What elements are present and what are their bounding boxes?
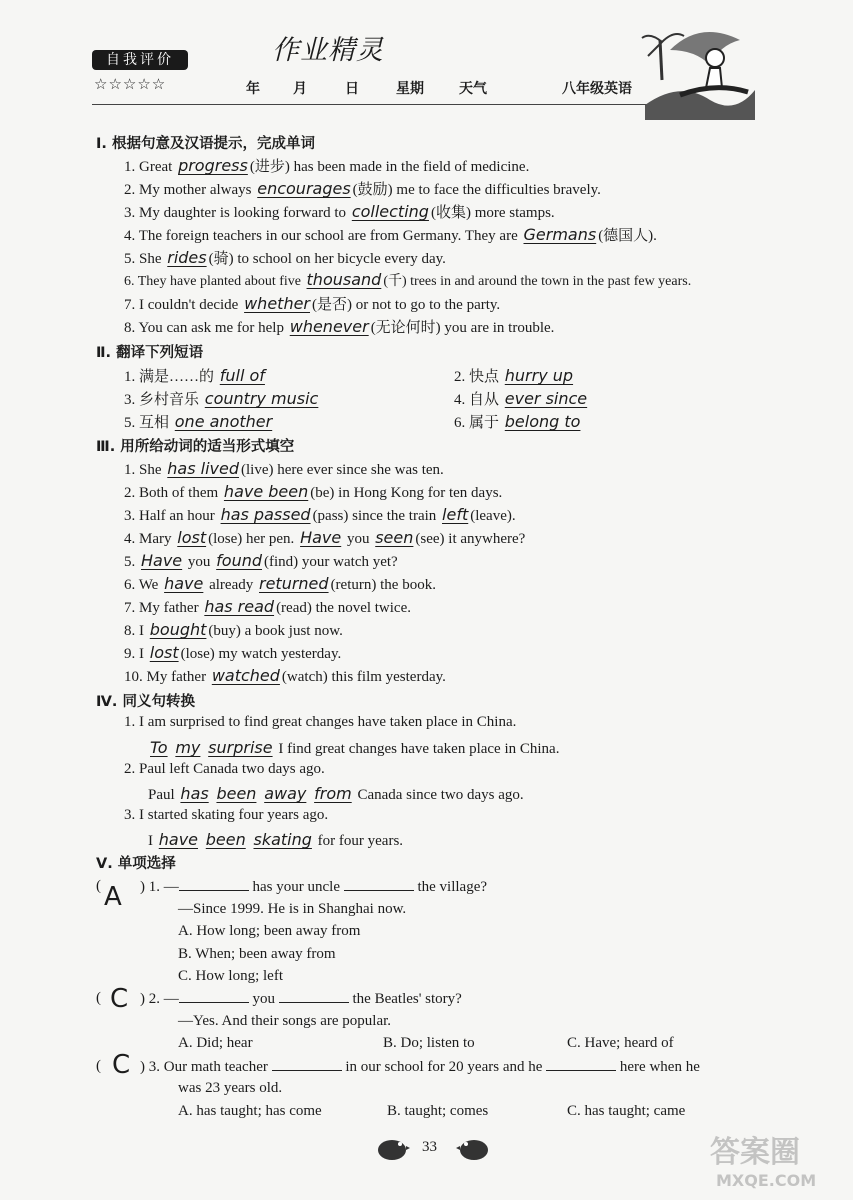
handwritten-answer: Germans xyxy=(523,225,597,244)
header-rule xyxy=(92,104,674,105)
mc-option-b: B. taught; comes xyxy=(387,1103,489,1119)
bird-left-icon xyxy=(372,1134,410,1162)
mc-option-c: C. How long; left xyxy=(178,968,283,984)
mc-paren-open: ( xyxy=(96,878,101,894)
s3-question-5: 5. Have you found (find) your watch yet? xyxy=(124,551,398,570)
s2-phrase-6: 6. 属于 belong to xyxy=(454,412,581,431)
s2-phrase-5: 5. 互相 one another xyxy=(124,412,273,431)
handwritten-answer: progress xyxy=(178,156,248,175)
handwritten-answer: has xyxy=(180,784,209,803)
s1-question-8: 8. You can ask me for help whenever (无论何时) you are in trouble. xyxy=(124,317,555,336)
surfer-cartoon-icon xyxy=(640,20,760,120)
handwritten-answer: hurry up xyxy=(504,366,574,385)
weekday-label: 星期 xyxy=(396,81,424,97)
s3-question-7: 7. My father has read (read) the novel twice. xyxy=(124,597,411,616)
handwritten-answer: left xyxy=(442,505,469,524)
handwritten-answer: Have xyxy=(141,551,183,570)
handwritten-answer: seen xyxy=(375,528,414,547)
handwritten-answer: ever since xyxy=(504,389,588,408)
section-4-title: Ⅳ. 同义句转换 xyxy=(96,694,195,710)
mc-option-c: C. has taught; came xyxy=(567,1103,686,1119)
svg-text:答案圈: 答案圈 xyxy=(710,1135,800,1170)
section-5-title: Ⅴ. 单项选择 xyxy=(96,856,176,872)
s2-phrase-3: 3. 乡村音乐 country music xyxy=(124,389,319,408)
handwritten-answer: belong to xyxy=(504,412,581,431)
handwritten-answer: have xyxy=(158,830,199,849)
s2-phrase-2: 2. 快点 hurry up xyxy=(454,366,574,385)
handwritten-answer: has passed xyxy=(220,505,311,524)
handwritten-answer: bought xyxy=(149,620,207,639)
handwritten-title: 作业精灵 xyxy=(272,35,384,66)
s2-phrase-1: 1. 满是……的 full of xyxy=(124,366,265,385)
handwritten-answer: one another xyxy=(174,412,273,431)
month-label: 月 xyxy=(293,81,307,97)
handwritten-answer: away xyxy=(264,784,307,803)
handwritten-answer: have xyxy=(164,574,204,593)
handwritten-answer: Have xyxy=(300,528,342,547)
s4-rewrite-2: Paul has been away from Canada since two days ago. xyxy=(148,784,524,803)
s3-question-3: 3. Half an hour has passed (pass) since the train left (leave). xyxy=(124,505,516,524)
s4-rewrite-3: I have been skating for four years. xyxy=(148,830,404,849)
self-evaluation-badge: 自我评价 xyxy=(92,50,188,70)
handwritten-answer: found xyxy=(216,551,263,570)
s1-question-3: 3. My daughter is looking forward to collecting (收集) more stamps. xyxy=(124,202,555,221)
handwritten-answer: country music xyxy=(204,389,319,408)
s3-question-4: 4. Mary lost (lose) her pen. Have you seen (see) it anywhere? xyxy=(124,528,526,547)
s3-question-9: 9. I lost (lose) my watch yesterday. xyxy=(124,643,342,662)
handwritten-answer: been xyxy=(216,784,257,803)
s1-question-1: 1. Great progress (进步) has been made in the field of medicine. xyxy=(124,156,530,175)
s1-question-5: 5. She rides (骑) to school on her bicycle every day. xyxy=(124,248,446,267)
day-label: 日 xyxy=(345,81,359,97)
s3-question-8: 8. I bought (buy) a book just now. xyxy=(124,620,343,639)
handwritten-answer: whenever xyxy=(289,317,369,336)
handwritten-answer: whether xyxy=(244,294,310,313)
bird-right-icon xyxy=(456,1134,494,1162)
subject-label: 八年级英语 xyxy=(562,81,632,97)
mc-option-a: A. has taught; has come xyxy=(178,1103,322,1119)
s3-question-6: 6. We have already returned (return) the book. xyxy=(124,574,436,593)
handwritten-answer: lost xyxy=(177,528,207,547)
mc-reply-2: —Yes. And their songs are popular. xyxy=(178,1013,392,1029)
section-3-title: Ⅲ. 用所给动词的适当形式填空 xyxy=(96,439,295,455)
s1-question-2: 2. My mother always encourages (鼓励) me to face the difficulties bravely. xyxy=(124,179,601,198)
s4-rewrite-1: To my surprise I find great changes have taken place in China. xyxy=(150,738,560,757)
handwritten-answer: full of xyxy=(219,366,265,385)
handwritten-answer: lost xyxy=(149,643,179,662)
s4-original-1: 1. I am surprised to find great changes have taken place in China. xyxy=(124,714,517,730)
s3-question-1: 1. She has lived (live) here ever since she was ten. xyxy=(124,459,444,478)
mc-reply-1: —Since 1999. He is in Shanghai now. xyxy=(178,901,407,917)
section-1-title: Ⅰ. 根据句意及汉语提示，完成单词 xyxy=(96,136,315,152)
mc-option-a: A. How long; been away from xyxy=(178,923,361,939)
mc-option-b: B. Do; listen to xyxy=(383,1035,475,1051)
page-number: 33 xyxy=(422,1139,437,1155)
s1-question-7: 7. I couldn't decide whether (是否) or not to go to the party. xyxy=(124,294,501,313)
mc-option-c: C. Have; heard of xyxy=(567,1035,674,1051)
handwritten-answer: encourages xyxy=(257,179,351,198)
handwritten-answer: watched xyxy=(211,666,280,685)
mc-question-3-cont: was 23 years old. xyxy=(178,1080,283,1096)
mc-option-b: B. When; been away from xyxy=(178,946,336,962)
handwritten-answer: skating xyxy=(253,830,312,849)
watermark-logo-icon xyxy=(702,1124,842,1194)
mc-paren-open: ( xyxy=(96,990,101,1006)
handwritten-answer: been xyxy=(205,830,246,849)
s1-question-4: 4. The foreign teachers in our school are from Germany. They are Germans (德国人). xyxy=(124,225,657,244)
year-label: 年 xyxy=(246,81,260,97)
rating-stars: ☆☆☆☆☆ xyxy=(94,75,167,93)
handwritten-answer: rides xyxy=(167,248,207,267)
handwritten-answer: collecting xyxy=(351,202,429,221)
svg-text:MXQE.COM: MXQE.COM xyxy=(716,1171,817,1190)
handwritten-answer: has read xyxy=(204,597,275,616)
s3-question-2: 2. Both of them have been (be) in Hong Kong for ten days. xyxy=(124,482,503,501)
handwritten-answer: surprise xyxy=(208,738,273,757)
s4-original-2: 2. Paul left Canada two days ago. xyxy=(124,761,325,777)
mc-handwritten-choice: A xyxy=(104,882,122,912)
mc-question-2: ) 2. — you the Beatles' story? xyxy=(140,991,462,1007)
handwritten-answer: from xyxy=(314,784,352,803)
mc-option-a: A. Did; hear xyxy=(178,1035,253,1051)
handwritten-answer: thousand xyxy=(306,270,382,289)
s1-question-6: 6. They have planted about five thousand (千) trees in and around the town in the past few years. xyxy=(124,270,692,289)
mc-handwritten-choice: C xyxy=(110,984,129,1014)
handwritten-answer: have been xyxy=(223,482,309,501)
mc-question-3: ) 3. Our math teacher in our school for 20 years and he here when he xyxy=(140,1059,700,1075)
handwritten-answer: returned xyxy=(259,574,329,593)
mc-paren-open: ( xyxy=(96,1058,101,1074)
s3-question-10: 10. My father watched (watch) this film yesterday. xyxy=(124,666,446,685)
handwritten-answer: has lived xyxy=(167,459,239,478)
weather-label: 天气 xyxy=(459,81,487,97)
s2-phrase-4: 4. 自从 ever since xyxy=(454,389,588,408)
s4-original-3: 3. I started skating four years ago. xyxy=(124,807,329,823)
mc-handwritten-choice: C xyxy=(112,1050,131,1080)
handwritten-answer: To xyxy=(150,738,168,757)
section-2-title: Ⅱ. 翻译下列短语 xyxy=(96,345,204,361)
mc-question-1: ) 1. — has your uncle the village? xyxy=(140,879,488,895)
handwritten-answer: my xyxy=(175,738,201,757)
